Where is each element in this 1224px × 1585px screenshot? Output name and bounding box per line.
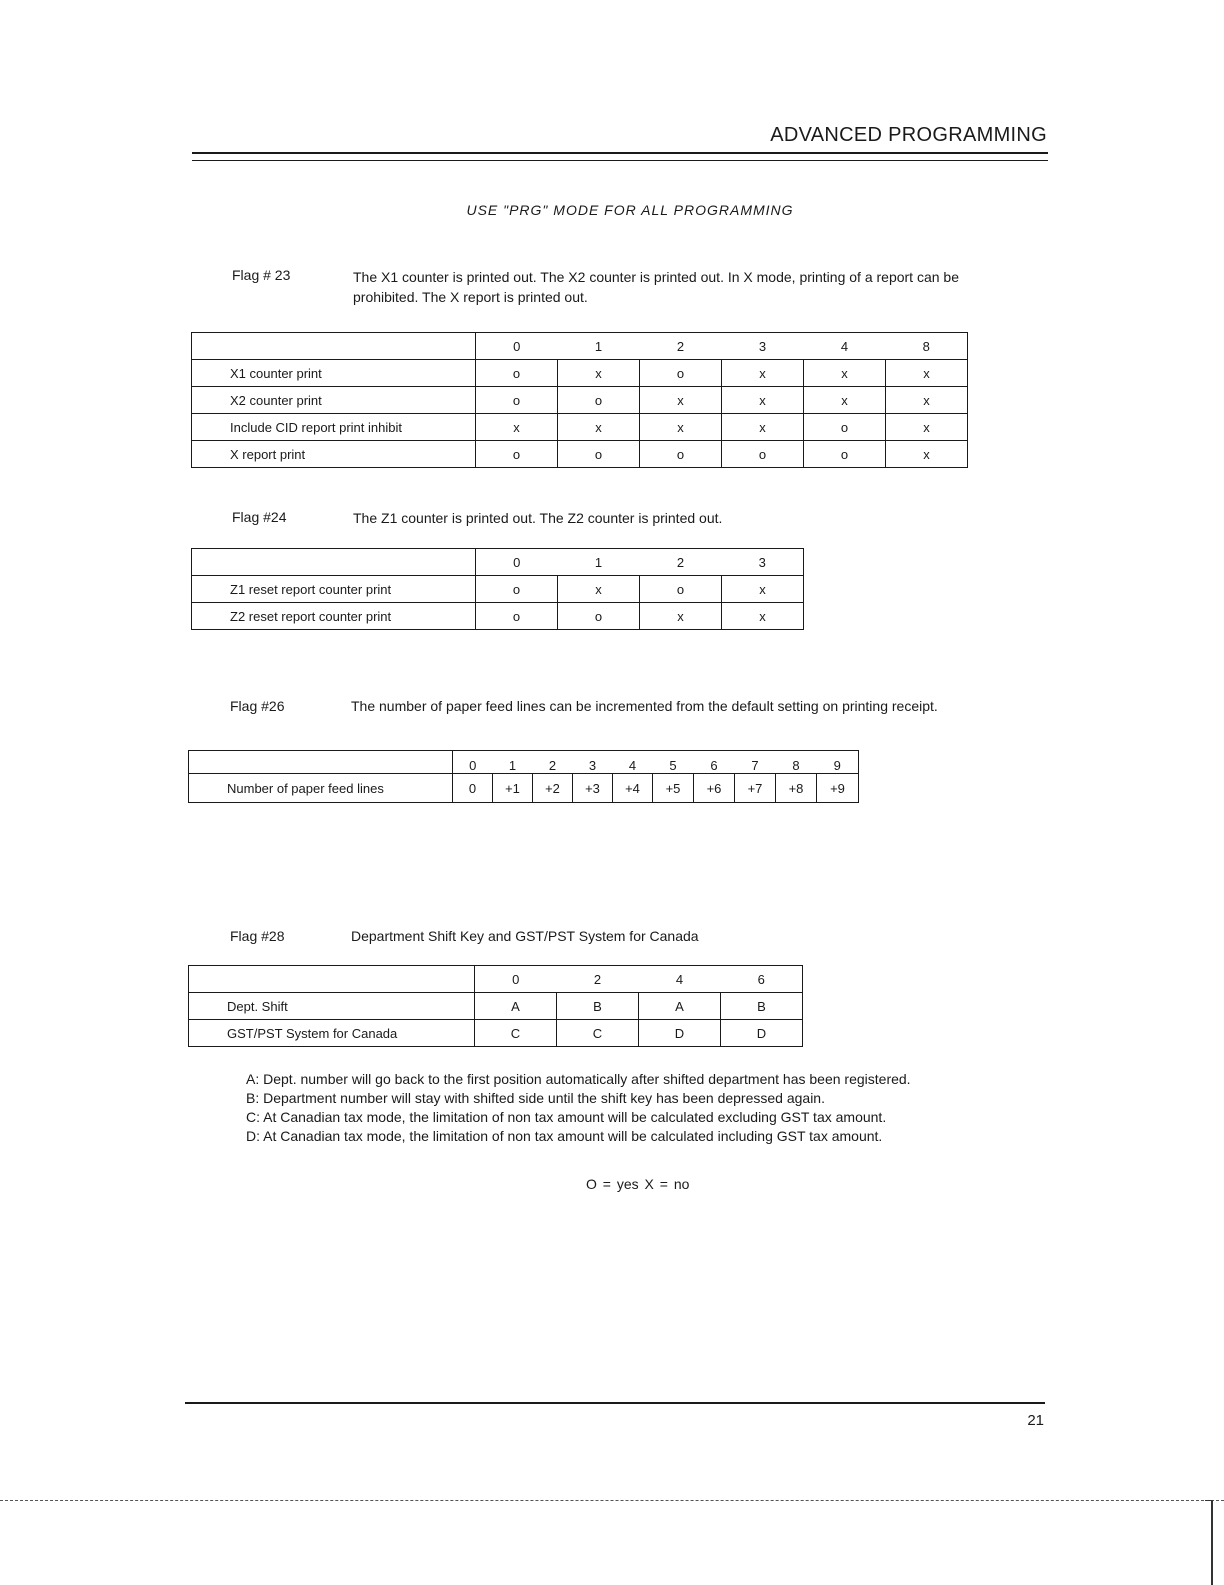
flag23-col-1: 1	[558, 333, 640, 360]
flag23-label: Flag # 23	[232, 267, 291, 283]
table-cell: o	[804, 441, 886, 468]
flag26-col-6: 6	[694, 751, 735, 774]
flag24-table	[191, 548, 804, 630]
flag24-col-2: 2	[640, 549, 722, 576]
table-cell: o	[476, 387, 558, 414]
table-cell: o	[804, 414, 886, 441]
flag23-desc-line1: The X1 counter is printed out. The X2 counter is printed out. In X mode, printing of a report can be	[353, 269, 959, 285]
flag23-col-2: 2	[640, 333, 722, 360]
table-row	[192, 441, 968, 468]
page-subtitle: USE "PRG" MODE FOR ALL PROGRAMMING	[466, 202, 794, 218]
table-cell: x	[722, 576, 804, 603]
flag26-col-0: 0	[453, 751, 493, 774]
table-cell: 0	[453, 774, 493, 803]
flag28-header-blank	[189, 966, 475, 993]
flag28-col-6: 6	[721, 966, 803, 993]
flag26-header-blank	[189, 751, 453, 774]
header-rule-thick	[192, 152, 1048, 154]
table-cell: +9	[817, 774, 859, 803]
flag23-col-4: 4	[804, 333, 886, 360]
flag23-description	[353, 267, 959, 307]
table-row	[192, 360, 968, 387]
flag23-col-8: 8	[886, 333, 968, 360]
flag26-col-5: 5	[653, 751, 694, 774]
table-cell: o	[476, 441, 558, 468]
table-cell: o	[476, 360, 558, 387]
flag26-col-1: 1	[493, 751, 533, 774]
flag24-header-row	[192, 549, 804, 576]
table-cell: D	[721, 1020, 803, 1047]
table-row	[189, 1020, 803, 1047]
header-rule-thin	[192, 160, 1048, 161]
flag23-col-0: 0	[476, 333, 558, 360]
table-cell: A	[639, 993, 721, 1020]
note-c: C: At Canadian tax mode, the limitation of non tax amount will be calculated excluding GST tax amount.	[246, 1109, 887, 1125]
table-cell: A	[475, 993, 557, 1020]
flag28-header-row	[189, 966, 803, 993]
page-number: 21	[1027, 1412, 1044, 1429]
table-row	[189, 774, 859, 803]
flag26-col-3: 3	[573, 751, 613, 774]
flag24-col-3: 3	[722, 549, 804, 576]
table-row	[192, 603, 804, 630]
flag24-header-blank	[192, 549, 476, 576]
table-cell: x	[722, 603, 804, 630]
flag26-col-9: 9	[817, 751, 859, 774]
flag23-header-blank	[192, 333, 476, 360]
table-cell: x	[558, 360, 640, 387]
table-cell: x	[722, 360, 804, 387]
table-cell: x	[886, 441, 968, 468]
flag26-col-7: 7	[735, 751, 776, 774]
flag28-col-0: 0	[475, 966, 557, 993]
table-cell: x	[640, 387, 722, 414]
table-row	[192, 414, 968, 441]
table-cell: x	[886, 414, 968, 441]
flag28-col-2: 2	[557, 966, 639, 993]
flag26-col-8: 8	[776, 751, 817, 774]
flag23-table	[191, 332, 968, 468]
table-cell: +5	[653, 774, 694, 803]
table-cell: +6	[694, 774, 735, 803]
table-cell: o	[476, 576, 558, 603]
table-cell: o	[640, 576, 722, 603]
flag23-row-label: X report print	[192, 441, 476, 468]
flag24-col-1: 1	[558, 549, 640, 576]
flag24-row-label: Z2 reset report counter print	[192, 603, 476, 630]
table-cell: B	[721, 993, 803, 1020]
table-cell: o	[558, 387, 640, 414]
table-row	[192, 387, 968, 414]
page-header-title: ADVANCED PROGRAMMING	[770, 124, 1047, 146]
scan-corner-mark	[1205, 1500, 1213, 1585]
note-d: D: At Canadian tax mode, the limitation of non tax amount will be calculated including GST tax amount.	[246, 1128, 883, 1144]
table-cell: x	[886, 387, 968, 414]
table-cell: +2	[533, 774, 573, 803]
note-a: A: Dept. number will go back to the first position automatically after shifted department has been registered.	[246, 1071, 911, 1087]
table-cell: +1	[493, 774, 533, 803]
table-cell: o	[640, 441, 722, 468]
table-row	[192, 576, 804, 603]
table-cell: x	[640, 603, 722, 630]
table-cell: x	[722, 387, 804, 414]
flag26-header-row	[189, 751, 859, 774]
table-cell: o	[640, 360, 722, 387]
table-cell: D	[639, 1020, 721, 1047]
table-cell: x	[640, 414, 722, 441]
table-cell: x	[804, 387, 886, 414]
note-b: B: Department number will stay with shifted side until the shift key has been depressed again.	[246, 1090, 825, 1106]
flag26-table	[188, 750, 859, 803]
flag26-label: Flag #26	[230, 698, 285, 714]
table-cell: x	[558, 414, 640, 441]
flag28-table	[188, 965, 803, 1047]
table-cell: o	[722, 441, 804, 468]
table-cell: +3	[573, 774, 613, 803]
flag28-col-4: 4	[639, 966, 721, 993]
flag23-col-3: 3	[722, 333, 804, 360]
flag26-col-2: 2	[533, 751, 573, 774]
flag24-label: Flag #24	[232, 509, 287, 525]
flag28-notes	[246, 1070, 1046, 1146]
flag24-row-label: Z1 reset report counter print	[192, 576, 476, 603]
table-cell: +7	[735, 774, 776, 803]
table-cell: C	[557, 1020, 639, 1047]
scan-edge-line	[0, 1500, 1224, 1501]
flag26-row-label: Number of paper feed lines	[189, 774, 453, 803]
table-cell: x	[558, 576, 640, 603]
flag28-description: Department Shift Key and GST/PST System for Canada	[351, 928, 699, 944]
flag24-col-0: 0	[476, 549, 558, 576]
flag28-row-label: GST/PST System for Canada	[189, 1020, 475, 1047]
table-cell: o	[558, 441, 640, 468]
flag23-row-label: X1 counter print	[192, 360, 476, 387]
table-cell: B	[557, 993, 639, 1020]
table-cell: x	[886, 360, 968, 387]
table-cell: o	[558, 603, 640, 630]
flag26-col-4: 4	[613, 751, 653, 774]
flag23-desc-line2: prohibited. The X report is printed out.	[353, 289, 588, 305]
table-cell: x	[476, 414, 558, 441]
table-cell: C	[475, 1020, 557, 1047]
flag28-row-label: Dept. Shift	[189, 993, 475, 1020]
table-cell: o	[476, 603, 558, 630]
flag24-description: The Z1 counter is printed out. The Z2 counter is printed out.	[353, 510, 723, 526]
table-cell: x	[722, 414, 804, 441]
footer-rule	[185, 1402, 1045, 1404]
table-cell: +8	[776, 774, 817, 803]
table-row	[189, 993, 803, 1020]
table-cell: +4	[613, 774, 653, 803]
flag28-label: Flag #28	[230, 928, 285, 944]
flag26-description: The number of paper feed lines can be incremented from the default setting on printing receipt.	[351, 698, 938, 714]
flag23-header-row	[192, 333, 968, 360]
table-cell: x	[804, 360, 886, 387]
flag23-row-label: Include CID report print inhibit	[192, 414, 476, 441]
yes-no-legend: O = yes X = no	[586, 1176, 690, 1192]
flag23-row-label: X2 counter print	[192, 387, 476, 414]
